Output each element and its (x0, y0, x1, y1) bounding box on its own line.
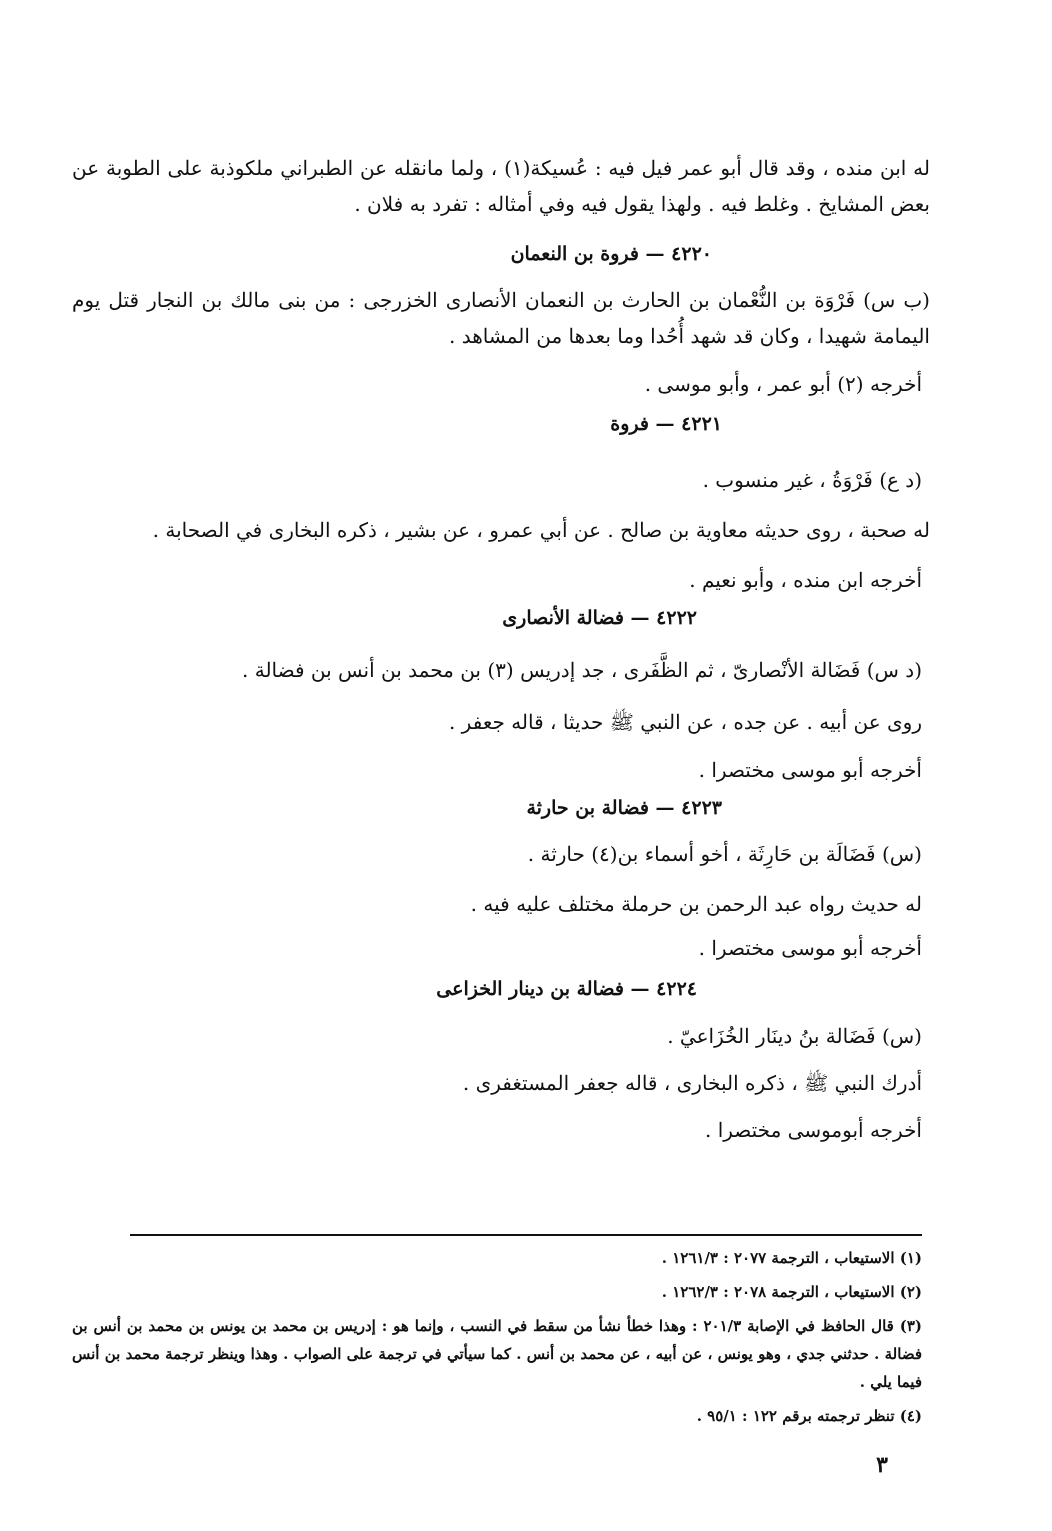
footnote: (٢) الاستيعاب ، الترجمة ٢٠٧٨ : ١٢٦٢/٣ . (661, 1283, 922, 1301)
paragraph: أدرك النبي ﷺ ، ذكره البخارى ، قاله جعفر المستغفرى . (462, 1071, 922, 1095)
footnote-divider (130, 1234, 922, 1236)
paragraph: له ابن منده ، وقد قال أبو عمر فيل فيه : عُسيكة(١) ، ولما مانقله عن الطبراني ملكوذبة على الطوبة عن بعض المشايخ . وغلط فيه . ولهذا يقول فيه وفي أمثاله : تفرد به فلان . (72, 156, 930, 216)
main-text (72, 150, 930, 1150)
paragraph: أخرجه (٢) أبو عمر ، وأبو موسى . (644, 372, 922, 396)
paragraph: أخرجه ابن منده ، وأبو نعيم . (689, 568, 922, 592)
entry-heading-4220: ٤٢٢٠ — فروة بن النعمان (510, 243, 712, 265)
entry-heading-4222: ٤٢٢٢ — فضالة الأنصارى (502, 607, 697, 629)
paragraph: أخرجه أبوموسى مختصرا . (705, 1118, 922, 1142)
entry-heading-4224: ٤٢٢٤ — فضالة بن دينار الخزاعى (436, 978, 697, 1000)
paragraph: (د ع) فَرْوَةُ ، غير منسوب . (702, 468, 922, 492)
paragraph: أخرجه أبو موسى مختصرا . (698, 936, 922, 960)
paragraph: (ب س) فَرْوَة بن النُّعْمان بن الحارث بن النعمان الأنصارى الخزرجى : من بنى مالك بن النجار قتل يوم اليمامة شهيدا ، وكان قد شهد أُحُدا وما بعدها من المشاهد . (72, 288, 930, 348)
footnote: (٤) تنظر ترجمته برقم ١٢٢ : ٩٥/١ . (696, 1407, 922, 1425)
page-number: ٣ (876, 1452, 888, 1478)
paragraph: (س) فَضَالة بنُ دينَار الخُزَاعيّ . (667, 1024, 922, 1048)
paragraph: (س) فَضَالَة بن حَارِثَة ، أخو أسماء بن(٤) حارثة . (527, 842, 922, 866)
footnote: (٣) قال الحافظ في الإصابة ٢٠١/٣ : وهذا خطأ نشأ من سقط في النسب ، وإنما هو : إدريس بن محمد بن يونس بن محمد بن أنس بن فضالة . حدثني جدي ، وهو يونس ، عن أبيه ، عن محمد بن أنس . كما سيأتي في ترجمة على الصواب . وهذا وينظر ترجمة محمد بن أنس فيما يلي . (72, 1317, 922, 1391)
paragraph: له صحبة ، روى حديثه معاوية بن صالح . عن أبي عمرو ، عن بشير ، ذكره البخارى في الصحابة . (152, 518, 930, 542)
paragraph: أخرجه أبو موسى مختصرا . (698, 758, 922, 782)
paragraph: (د س) فَضَالة الأنْصارىّ ، ثم الظَّفَرى ، جد إدريس (٣) بن محمد بن أنس بن فضالة . (242, 658, 922, 682)
footnotes (72, 1244, 922, 1436)
footnote: (١) الاستيعاب ، الترجمة ٢٠٧٧ : ١٢٦١/٣ . (661, 1249, 922, 1267)
entry-heading-4221: ٤٢٢١ — فروة (610, 413, 722, 435)
entry-heading-4223: ٤٢٢٣ — فضالة بن حارثة (526, 797, 722, 819)
paragraph: له حديث رواه عبد الرحمن بن حرملة مختلف عليه فيه . (470, 892, 922, 916)
paragraph: روى عن أبيه . عن جده ، عن النبي ﷺ حديثا ، قاله جعفر . (448, 710, 922, 734)
